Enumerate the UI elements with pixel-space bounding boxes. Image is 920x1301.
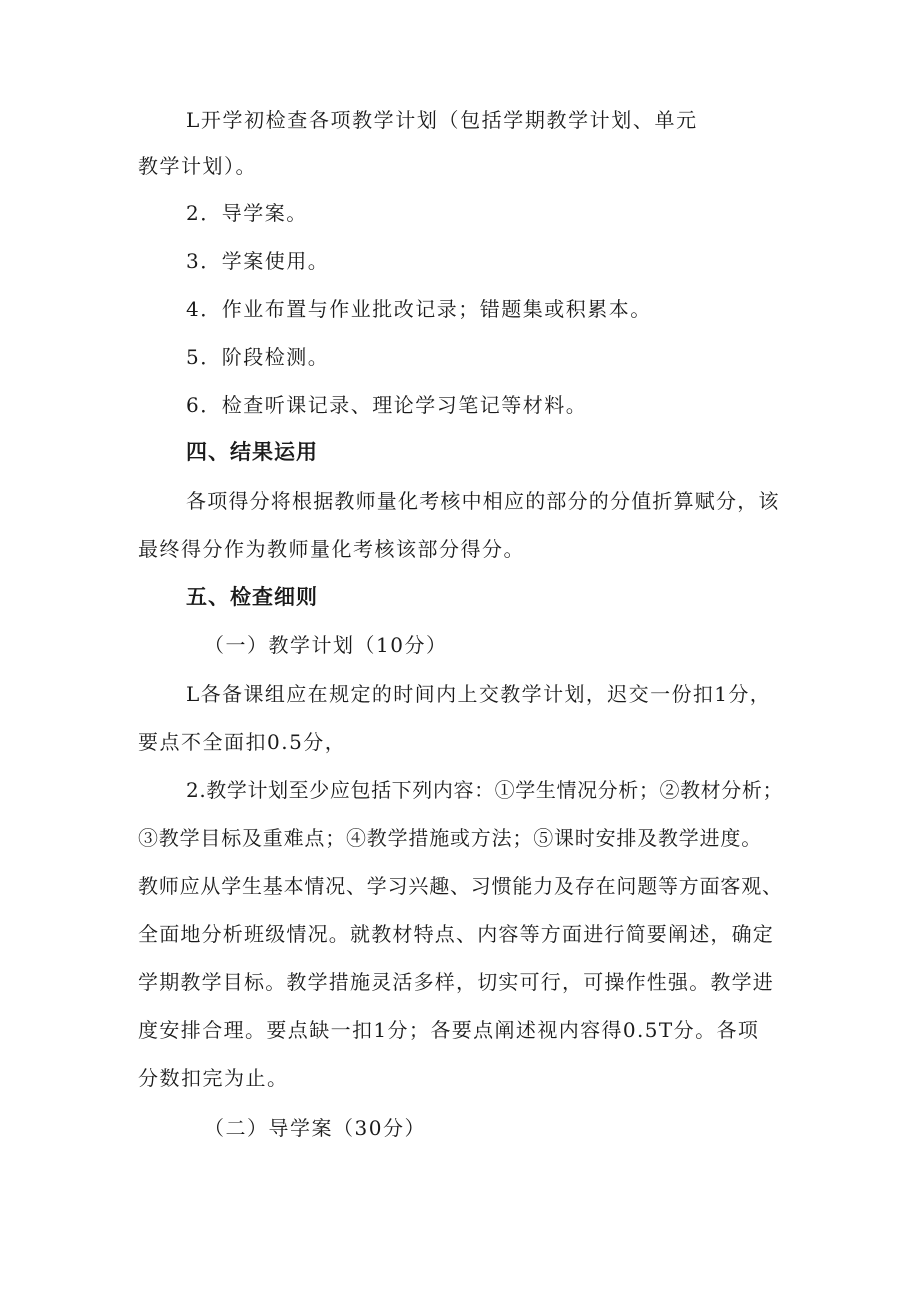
item-5-text: 5．阶段检测。	[186, 345, 330, 369]
item-3-text: 3．学案使用。	[186, 249, 330, 273]
rule-2-line-5: 学期教学目标。教学措施灵活多样，切实可行，可操作性强。教学进	[138, 970, 774, 994]
rule-2-line-1: 2.教学计划至少应包括下列内容：①学生情况分析；②教材分析；	[186, 778, 784, 802]
rule-2-line-7: 分数扣完为止。	[138, 1066, 289, 1090]
item-2-text: 2．导学案。	[186, 201, 308, 225]
paragraph-results-line-1: 各项得分将根据教师量化考核中相应的部分的分值折算赋分，该	[186, 489, 780, 513]
item-4-text: 4．作业布置与作业批改记录；错题集或积累本。	[186, 297, 652, 321]
rule-1-line-2: 要点不全面扣0.5分，	[138, 730, 347, 754]
paragraph-results-line-2: 最终得分作为教师量化考核该部分得分。	[138, 537, 525, 561]
rule-2-line-3: 教师应从学生基本情况、学习兴趣、习惯能力及存在问题等方面客观、	[138, 874, 783, 898]
section-heading-4: 四、结果运用	[186, 440, 318, 464]
item-1-continuation: 教学计划）。	[138, 154, 257, 178]
item-6-text: 6．检查听课记录、理论学习笔记等材料。	[186, 393, 588, 417]
subsection-heading-2: （二）导学案（30分）	[204, 1116, 426, 1140]
section-heading-5: 五、检查细则	[186, 585, 318, 609]
rule-2-line-4: 全面地分析班级情况。就教材特点、内容等方面进行简要阐述，确定	[138, 922, 774, 946]
rule-1-line-1: L各备课组应在规定的时间内上交教学计划，迟交一份扣1分，	[186, 682, 772, 706]
rule-2-line-6: 度安排合理。要点缺一扣1分；各要点阐述视内容得0.5T分。各项	[138, 1018, 760, 1042]
item-1-text: L开学初检查各项教学计划（包括学期教学计划、单元	[186, 108, 698, 132]
subsection-heading-1: （一）教学计划（10分）	[204, 633, 448, 657]
rule-2-line-2: ③教学目标及重难点；④教学措施或方法；⑤课时安排及教学进度。	[138, 826, 762, 850]
